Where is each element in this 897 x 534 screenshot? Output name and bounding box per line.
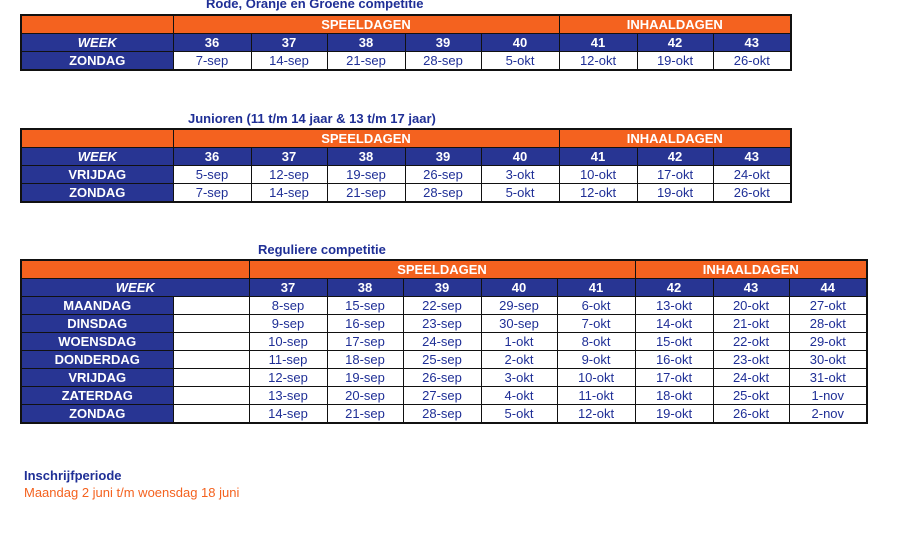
date-cell: 31-okt (789, 369, 867, 387)
date-cell: 14-sep (251, 52, 327, 71)
date-cell: 15-sep (327, 297, 403, 315)
header-corner (21, 15, 173, 34)
week-number: 39 (405, 34, 481, 52)
blank-cell (173, 405, 249, 424)
blank-cell (173, 297, 249, 315)
date-cell: 20-okt (713, 297, 789, 315)
header-row (21, 15, 791, 34)
date-cell: 7-sep (173, 52, 251, 71)
date-cell: 19-okt (637, 184, 713, 203)
week-number: 39 (403, 279, 481, 297)
blank-cell (173, 315, 249, 333)
date-cell: 18-okt (635, 387, 713, 405)
table-row (21, 297, 867, 315)
blank-cell (173, 351, 249, 369)
week-number: 43 (713, 279, 789, 297)
date-cell: 25-sep (403, 351, 481, 369)
date-cell: 6-okt (557, 297, 635, 315)
table-junioren (20, 128, 792, 203)
date-cell: 10-sep (249, 333, 327, 351)
table-row (21, 184, 791, 203)
date-cell: 13-okt (635, 297, 713, 315)
date-cell: 23-sep (403, 315, 481, 333)
date-cell: 21-okt (713, 315, 789, 333)
date-cell: 19-sep (327, 166, 405, 184)
week-label: WEEK (21, 34, 173, 52)
date-cell: 13-sep (249, 387, 327, 405)
date-cell: 25-okt (713, 387, 789, 405)
date-cell: 12-okt (559, 52, 637, 71)
date-cell: 19-sep (327, 369, 403, 387)
blank-cell (173, 333, 249, 351)
day-label: ZONDAG (21, 52, 173, 71)
blank-cell (173, 369, 249, 387)
date-cell: 2-nov (789, 405, 867, 424)
date-cell: 26-sep (403, 369, 481, 387)
date-cell: 2-okt (481, 351, 557, 369)
date-cell: 26-okt (713, 52, 791, 71)
week-number: 38 (327, 34, 405, 52)
date-cell: 30-sep (481, 315, 557, 333)
date-cell: 17-okt (635, 369, 713, 387)
header-corner (21, 129, 173, 148)
week-row (21, 148, 791, 166)
speeldagen-header: SPEELDAGEN (249, 260, 635, 279)
week-number: 43 (713, 148, 791, 166)
date-cell: 4-okt (481, 387, 557, 405)
date-cell: 29-sep (481, 297, 557, 315)
date-cell: 23-okt (713, 351, 789, 369)
date-cell: 19-okt (637, 52, 713, 71)
date-cell: 11-sep (249, 351, 327, 369)
date-cell: 22-sep (403, 297, 481, 315)
date-cell: 3-okt (481, 166, 559, 184)
table-row (21, 315, 867, 333)
week-number: 41 (559, 148, 637, 166)
date-cell: 12-okt (557, 405, 635, 424)
date-cell: 29-okt (789, 333, 867, 351)
header-row (21, 129, 791, 148)
date-cell: 24-okt (713, 369, 789, 387)
blank-cell (173, 387, 249, 405)
week-number: 43 (713, 34, 791, 52)
date-cell: 5-okt (481, 405, 557, 424)
day-label: VRIJDAG (21, 166, 173, 184)
date-cell: 5-sep (173, 166, 251, 184)
week-number: 39 (405, 148, 481, 166)
day-label: MAANDAG (21, 297, 173, 315)
week-number: 37 (251, 148, 327, 166)
date-cell: 12-sep (249, 369, 327, 387)
date-cell: 9-sep (249, 315, 327, 333)
date-cell: 16-okt (635, 351, 713, 369)
week-number: 36 (173, 34, 251, 52)
table-rode-oranje-groene (20, 14, 792, 71)
day-label: ZONDAG (21, 405, 173, 424)
date-cell: 12-sep (251, 166, 327, 184)
week-number: 41 (559, 34, 637, 52)
speeldagen-header: SPEELDAGEN (173, 15, 559, 34)
week-number: 41 (557, 279, 635, 297)
table-row (21, 52, 791, 71)
date-cell: 26-okt (713, 184, 791, 203)
date-cell: 17-okt (637, 166, 713, 184)
header-corner (21, 260, 249, 279)
table-row (21, 387, 867, 405)
week-number: 37 (251, 34, 327, 52)
inhaaldagen-header: INHAALDAGEN (559, 15, 791, 34)
date-cell: 8-sep (249, 297, 327, 315)
date-cell: 28-sep (405, 52, 481, 71)
week-number: 36 (173, 148, 251, 166)
date-cell: 26-okt (713, 405, 789, 424)
date-cell: 19-okt (635, 405, 713, 424)
header-row (21, 260, 867, 279)
speeldagen-header: SPEELDAGEN (173, 129, 559, 148)
registration-section (24, 468, 239, 500)
date-cell: 28-sep (405, 184, 481, 203)
title-rode-oranje-groene: Rode, Oranje en Groene competitie (206, 0, 424, 11)
title-junioren: Junioren (11 t/m 14 jaar & 13 t/m 17 jaar) (188, 111, 436, 126)
date-cell: 18-sep (327, 351, 403, 369)
date-cell: 24-okt (713, 166, 791, 184)
registration-title: Inschrijfperiode (24, 468, 122, 483)
title-reguliere: Reguliere competitie (258, 242, 386, 257)
date-cell: 21-sep (327, 405, 403, 424)
week-number: 44 (789, 279, 867, 297)
date-cell: 15-okt (635, 333, 713, 351)
day-label: ZONDAG (21, 184, 173, 203)
table-row (21, 405, 867, 424)
table-row (21, 369, 867, 387)
day-label: DONDERDAG (21, 351, 173, 369)
date-cell: 14-sep (251, 184, 327, 203)
date-cell: 7-sep (173, 184, 251, 203)
date-cell: 27-sep (403, 387, 481, 405)
date-cell: 1-nov (789, 387, 867, 405)
date-cell: 8-okt (557, 333, 635, 351)
date-cell: 3-okt (481, 369, 557, 387)
table-row (21, 166, 791, 184)
week-number: 38 (327, 148, 405, 166)
week-number: 40 (481, 279, 557, 297)
day-label: DINSDAG (21, 315, 173, 333)
date-cell: 5-okt (481, 184, 559, 203)
table-row (21, 333, 867, 351)
date-cell: 28-sep (403, 405, 481, 424)
date-cell: 22-okt (713, 333, 789, 351)
date-cell: 14-sep (249, 405, 327, 424)
inhaaldagen-header: INHAALDAGEN (635, 260, 867, 279)
date-cell: 26-sep (405, 166, 481, 184)
week-number: 42 (637, 34, 713, 52)
week-number: 42 (635, 279, 713, 297)
day-label: WOENSDAG (21, 333, 173, 351)
week-row (21, 279, 867, 297)
date-cell: 24-sep (403, 333, 481, 351)
week-number: 37 (249, 279, 327, 297)
day-label: ZATERDAG (21, 387, 173, 405)
week-label: WEEK (21, 279, 249, 297)
date-cell: 17-sep (327, 333, 403, 351)
date-cell: 12-okt (559, 184, 637, 203)
table-reguliere (20, 259, 868, 424)
table-row (21, 351, 867, 369)
date-cell: 21-sep (327, 52, 405, 71)
date-cell: 21-sep (327, 184, 405, 203)
date-cell: 16-sep (327, 315, 403, 333)
registration-period: Maandag 2 juni t/m woensdag 18 juni (24, 485, 240, 500)
week-row (21, 34, 791, 52)
date-cell: 5-okt (481, 52, 559, 71)
date-cell: 10-okt (559, 166, 637, 184)
date-cell: 28-okt (789, 315, 867, 333)
date-cell: 27-okt (789, 297, 867, 315)
date-cell: 11-okt (557, 387, 635, 405)
week-label: WEEK (21, 148, 173, 166)
week-number: 40 (481, 148, 559, 166)
day-label: VRIJDAG (21, 369, 173, 387)
week-number: 42 (637, 148, 713, 166)
date-cell: 10-okt (557, 369, 635, 387)
date-cell: 1-okt (481, 333, 557, 351)
week-number: 40 (481, 34, 559, 52)
date-cell: 30-okt (789, 351, 867, 369)
date-cell: 7-okt (557, 315, 635, 333)
inhaaldagen-header: INHAALDAGEN (559, 129, 791, 148)
week-number: 38 (327, 279, 403, 297)
date-cell: 9-okt (557, 351, 635, 369)
date-cell: 14-okt (635, 315, 713, 333)
date-cell: 20-sep (327, 387, 403, 405)
